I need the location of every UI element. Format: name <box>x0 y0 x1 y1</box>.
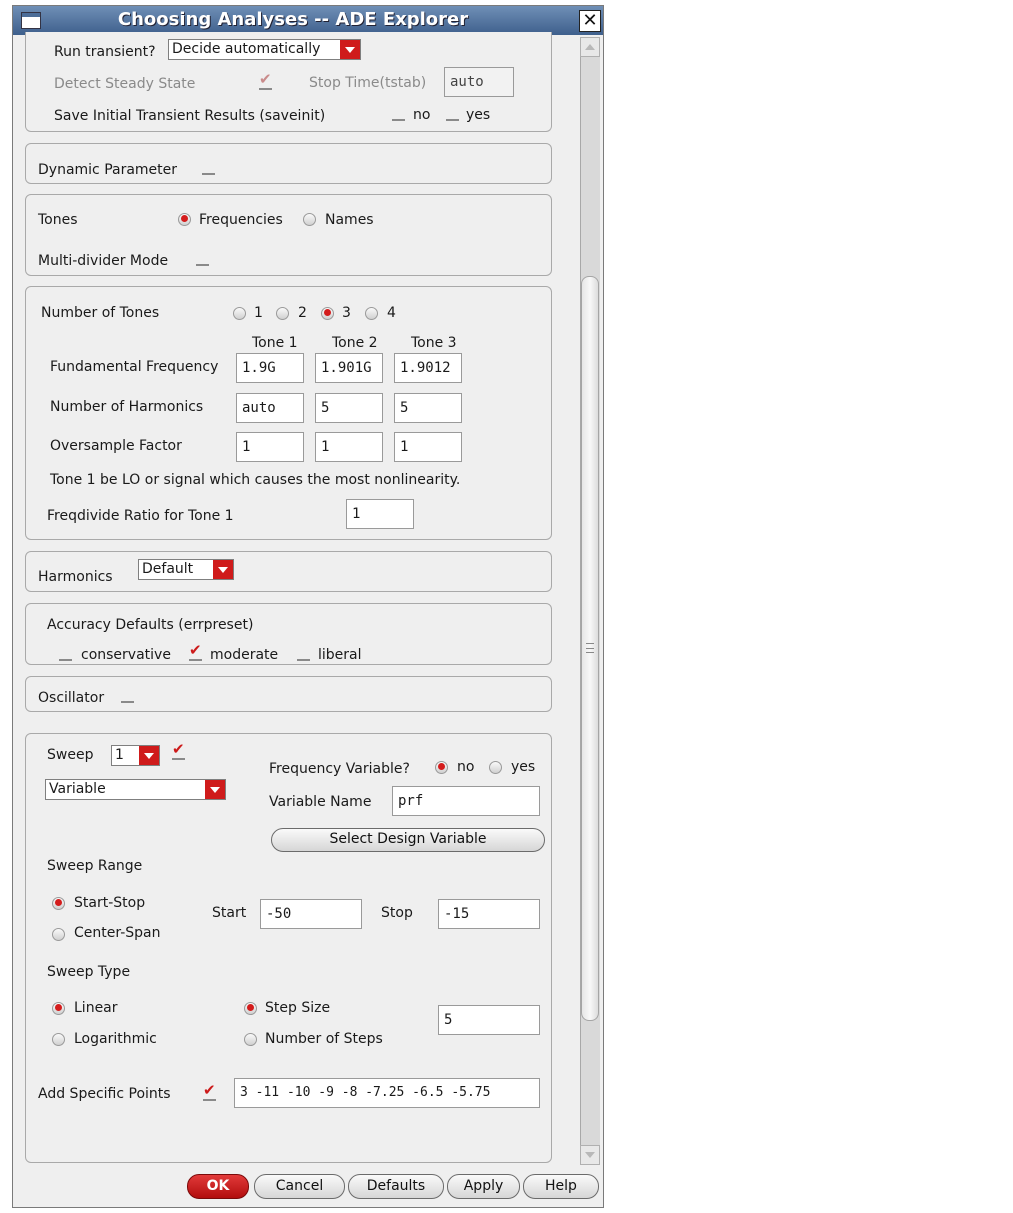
oscillator-group <box>25 676 552 712</box>
frequency-variable-yes-label: yes <box>511 759 536 775</box>
tone-3-header: Tone 3 <box>411 335 457 351</box>
sweep-count-select[interactable] <box>111 745 160 766</box>
sweep-range-label: Sweep Range <box>47 858 143 874</box>
apply-button[interactable]: Apply <box>447 1174 520 1199</box>
oscillator-checkbox[interactable] <box>121 690 134 703</box>
sweep-type-label: Sweep Type <box>47 964 131 980</box>
chevron-down-icon[interactable] <box>340 40 360 59</box>
save-initial-label: Save Initial Transient Results (saveinit) <box>54 108 326 124</box>
frequency-variable-yes-radio[interactable] <box>489 761 502 774</box>
add-specific-points-checkbox[interactable] <box>203 1088 216 1101</box>
logarithmic-label: Logarithmic <box>74 1031 157 1047</box>
accuracy-defaults-group <box>25 603 552 665</box>
window-menu-icon[interactable] <box>21 12 41 29</box>
oscillator-label: Oscillator <box>38 690 105 706</box>
title-bar[interactable] <box>13 6 603 35</box>
center-span-radio[interactable] <box>52 928 65 941</box>
number-of-harmonics-label: Number of Harmonics <box>50 399 204 415</box>
number-of-tones-label: Number of Tones <box>41 305 160 321</box>
ok-button[interactable]: OK <box>187 1174 249 1199</box>
frequency-variable-no-label: no <box>457 759 475 775</box>
tones-frequencies-label: Frequencies <box>199 212 283 228</box>
save-initial-no-checkbox[interactable] <box>392 108 405 121</box>
help-button[interactable]: Help <box>523 1174 599 1199</box>
tones-names-label: Names <box>325 212 374 228</box>
sweep-type-select[interactable] <box>45 779 226 800</box>
center-span-label: Center-Span <box>74 925 161 941</box>
save-initial-no-label: no <box>413 107 431 123</box>
defaults-button[interactable]: Defaults <box>348 1174 444 1199</box>
fundamental-tone-1-input[interactable]: 1.9G <box>236 353 304 383</box>
oversample-tone-1-input[interactable]: 1 <box>236 432 304 462</box>
oversample-tone-2-input[interactable]: 1 <box>315 432 383 462</box>
tone-2-header: Tone 2 <box>332 335 378 351</box>
scroll-down-icon[interactable] <box>580 1145 600 1165</box>
scroll-up-icon[interactable] <box>580 37 600 57</box>
stop-time-input[interactable]: auto <box>444 67 514 97</box>
cancel-button[interactable]: Cancel <box>254 1174 345 1199</box>
liberal-label: liberal <box>318 647 362 663</box>
dynamic-parameter-label: Dynamic Parameter <box>38 162 178 178</box>
harmonics-label: Harmonics <box>38 569 113 585</box>
tone-1-header: Tone 1 <box>252 335 298 351</box>
step-value-input[interactable]: 5 <box>438 1005 540 1035</box>
sweep-group <box>25 733 552 1163</box>
moderate-checkbox[interactable] <box>189 648 202 661</box>
tones-3-label: 3 <box>342 305 351 321</box>
conservative-label: conservative <box>81 647 171 663</box>
start-stop-radio[interactable] <box>52 897 65 910</box>
tones-1-label: 1 <box>254 305 263 321</box>
start-stop-label: Start-Stop <box>74 895 146 911</box>
harmonics-tone-2-input[interactable]: 5 <box>315 393 383 423</box>
tones-2-label: 2 <box>298 305 307 321</box>
dynamic-parameter-group <box>25 143 552 184</box>
dynamic-parameter-checkbox[interactable] <box>202 162 215 175</box>
run-transient-select[interactable] <box>168 39 361 60</box>
number-of-steps-label: Number of Steps <box>265 1031 383 1047</box>
tones-4-label: 4 <box>387 305 396 321</box>
run-transient-label: Run transient? <box>54 44 156 60</box>
dialog-window <box>12 5 604 1208</box>
select-design-variable-button[interactable]: Select Design Variable <box>271 828 545 852</box>
oversample-factor-label: Oversample Factor <box>50 438 182 454</box>
linear-label: Linear <box>74 1000 118 1016</box>
tones-4-radio[interactable] <box>365 307 378 320</box>
harmonics-value: Default <box>142 561 194 577</box>
oversample-tone-3-input[interactable]: 1 <box>394 432 462 462</box>
liberal-checkbox[interactable] <box>297 648 310 661</box>
conservative-checkbox[interactable] <box>59 648 72 661</box>
harmonics-select[interactable] <box>138 559 234 580</box>
window-title: Choosing Analyses -- ADE Explorer <box>117 9 469 30</box>
save-initial-yes-label: yes <box>466 107 491 123</box>
freqdivide-input[interactable]: 1 <box>346 499 414 529</box>
run-transient-value: Decide automatically <box>172 41 321 57</box>
tones-names-radio[interactable] <box>303 213 316 226</box>
fundamental-tone-2-input[interactable]: 1.901G <box>315 353 383 383</box>
linear-radio[interactable] <box>52 1002 65 1015</box>
multi-divider-label: Multi-divider Mode <box>38 253 169 269</box>
scrollbar-grip-icon <box>586 643 594 653</box>
tones-2-radio[interactable] <box>276 307 289 320</box>
sweep-type-value: Variable <box>49 781 106 797</box>
tones-3-radio[interactable] <box>321 307 334 320</box>
moderate-label: moderate <box>210 647 279 663</box>
logarithmic-radio[interactable] <box>52 1033 65 1046</box>
chevron-down-icon[interactable] <box>205 780 225 799</box>
stop-label: Stop <box>381 905 413 921</box>
multi-divider-checkbox[interactable] <box>196 253 209 266</box>
sweep-enable-checkbox[interactable] <box>172 747 185 760</box>
harmonics-tone-3-input[interactable]: 5 <box>394 393 462 423</box>
harmonics-group <box>25 551 552 592</box>
freqdivide-label: Freqdivide Ratio for Tone 1 <box>47 508 234 524</box>
tone-note-text: Tone 1 be LO or signal which causes the most nonlinearity. <box>50 472 461 488</box>
stop-time-label: Stop Time(tstab) <box>309 75 427 91</box>
sweep-label: Sweep <box>47 747 94 763</box>
tones-frequencies-radio[interactable] <box>178 213 191 226</box>
frequency-variable-label: Frequency Variable? <box>269 761 410 777</box>
variable-name-label: Variable Name <box>269 794 372 810</box>
tones-1-radio[interactable] <box>233 307 246 320</box>
start-label: Start <box>212 905 247 921</box>
detect-steady-state-label: Detect Steady State <box>54 76 196 92</box>
variable-name-input[interactable]: prf <box>392 786 540 816</box>
number-of-steps-radio[interactable] <box>244 1033 257 1046</box>
stop-input[interactable]: -15 <box>438 899 540 929</box>
chevron-down-icon[interactable] <box>213 560 233 579</box>
close-icon[interactable]: ✕ <box>579 10 601 32</box>
tones-group <box>25 194 552 276</box>
chevron-down-icon[interactable] <box>139 746 159 765</box>
fundamental-tone-3-input[interactable]: 1.9012 <box>394 353 462 383</box>
detect-steady-state-checkbox[interactable] <box>259 77 272 90</box>
add-specific-points-label: Add Specific Points <box>38 1086 171 1102</box>
transient-group <box>25 32 552 132</box>
save-initial-yes-checkbox[interactable] <box>446 108 459 121</box>
step-size-radio[interactable] <box>244 1002 257 1015</box>
frequency-variable-no-radio[interactable] <box>435 761 448 774</box>
accuracy-defaults-label: Accuracy Defaults (errpreset) <box>47 617 254 633</box>
fundamental-frequency-label: Fundamental Frequency <box>50 359 219 375</box>
step-size-label: Step Size <box>265 1000 331 1016</box>
add-specific-points-input[interactable]: 3 -11 -10 -9 -8 -7.25 -6.5 -5.75 <box>234 1078 540 1108</box>
start-input[interactable]: -50 <box>260 899 362 929</box>
sweep-count-value: 1 <box>115 747 124 763</box>
number-of-tones-group <box>25 286 552 540</box>
tones-label: Tones <box>38 212 78 228</box>
harmonics-tone-1-input[interactable]: auto <box>236 393 304 423</box>
